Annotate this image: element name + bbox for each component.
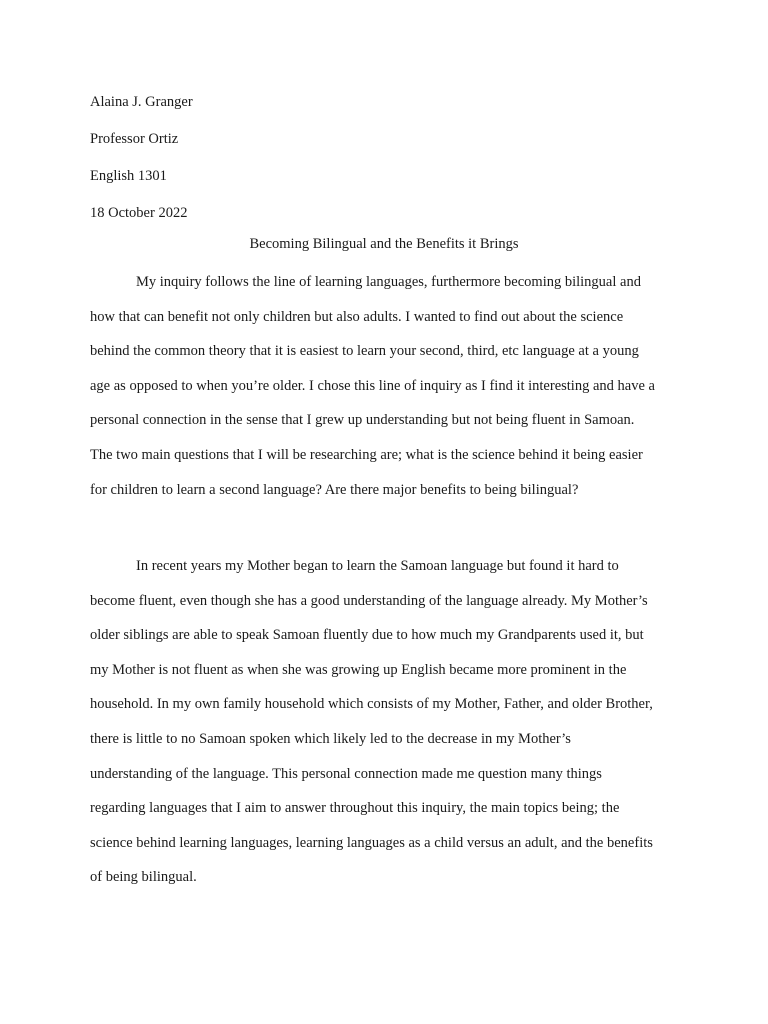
author-name: Alaina J. Granger <box>90 94 193 110</box>
paragraph-line: science behind learning languages, learning languages as a child versus an adult, and the benefits <box>90 834 653 851</box>
paragraph-line: how that can benefit not only children but also adults. I wanted to find out about the science <box>90 308 624 325</box>
paragraph-2 <box>90 558 690 904</box>
paragraph-line: understanding of the language. This personal connection made me question many things <box>90 765 602 782</box>
paragraph-line: my Mother is not fluent as when she was growing up English became more prominent in the <box>90 661 627 678</box>
paragraph-line: there is little to no Samoan spoken which likely led to the decrease in my Mother’s <box>90 730 571 747</box>
paragraph-1 <box>90 274 690 516</box>
paragraph-line: for children to learn a second language? Are there major benefits to being bilingual? <box>90 481 579 498</box>
paragraph-line: of being bilingual. <box>90 869 197 886</box>
paragraph-line: My inquiry follows the line of learning languages, furthermore becoming bilingual and <box>136 274 641 290</box>
mla-header <box>90 94 193 242</box>
paragraph-line: behind the common theory that it is easiest to learn your second, third, etc language at a young <box>90 343 639 360</box>
paragraph-line: The two main questions that I will be researching are; what is the science behind it being easier <box>90 446 643 463</box>
course-name: English 1301 <box>90 168 167 184</box>
paragraph-line: become fluent, even though she has a good understanding of the language already. My Mother’s <box>90 592 648 609</box>
paragraph-line: older siblings are able to speak Samoan fluently due to how much my Grandparents used it, but <box>90 627 644 644</box>
document-date: 18 October 2022 <box>90 205 188 221</box>
paragraph-line: regarding languages that I aim to answer throughout this inquiry, the main topics being; the <box>90 800 620 817</box>
paragraph-line: age as opposed to when you’re older. I chose this line of inquiry as I find it interesting and have a <box>90 377 655 394</box>
paragraph-line: personal connection in the sense that I grew up understanding but not being fluent in Samoan. <box>90 412 635 429</box>
paragraph-line: In recent years my Mother began to learn the Samoan language but found it hard to <box>136 558 619 574</box>
essay-title: Becoming Bilingual and the Benefits it Brings <box>249 236 519 252</box>
paragraph-line: household. In my own family household which consists of my Mother, Father, and older Brother, <box>90 696 653 713</box>
professor-name: Professor Ortiz <box>90 131 179 147</box>
